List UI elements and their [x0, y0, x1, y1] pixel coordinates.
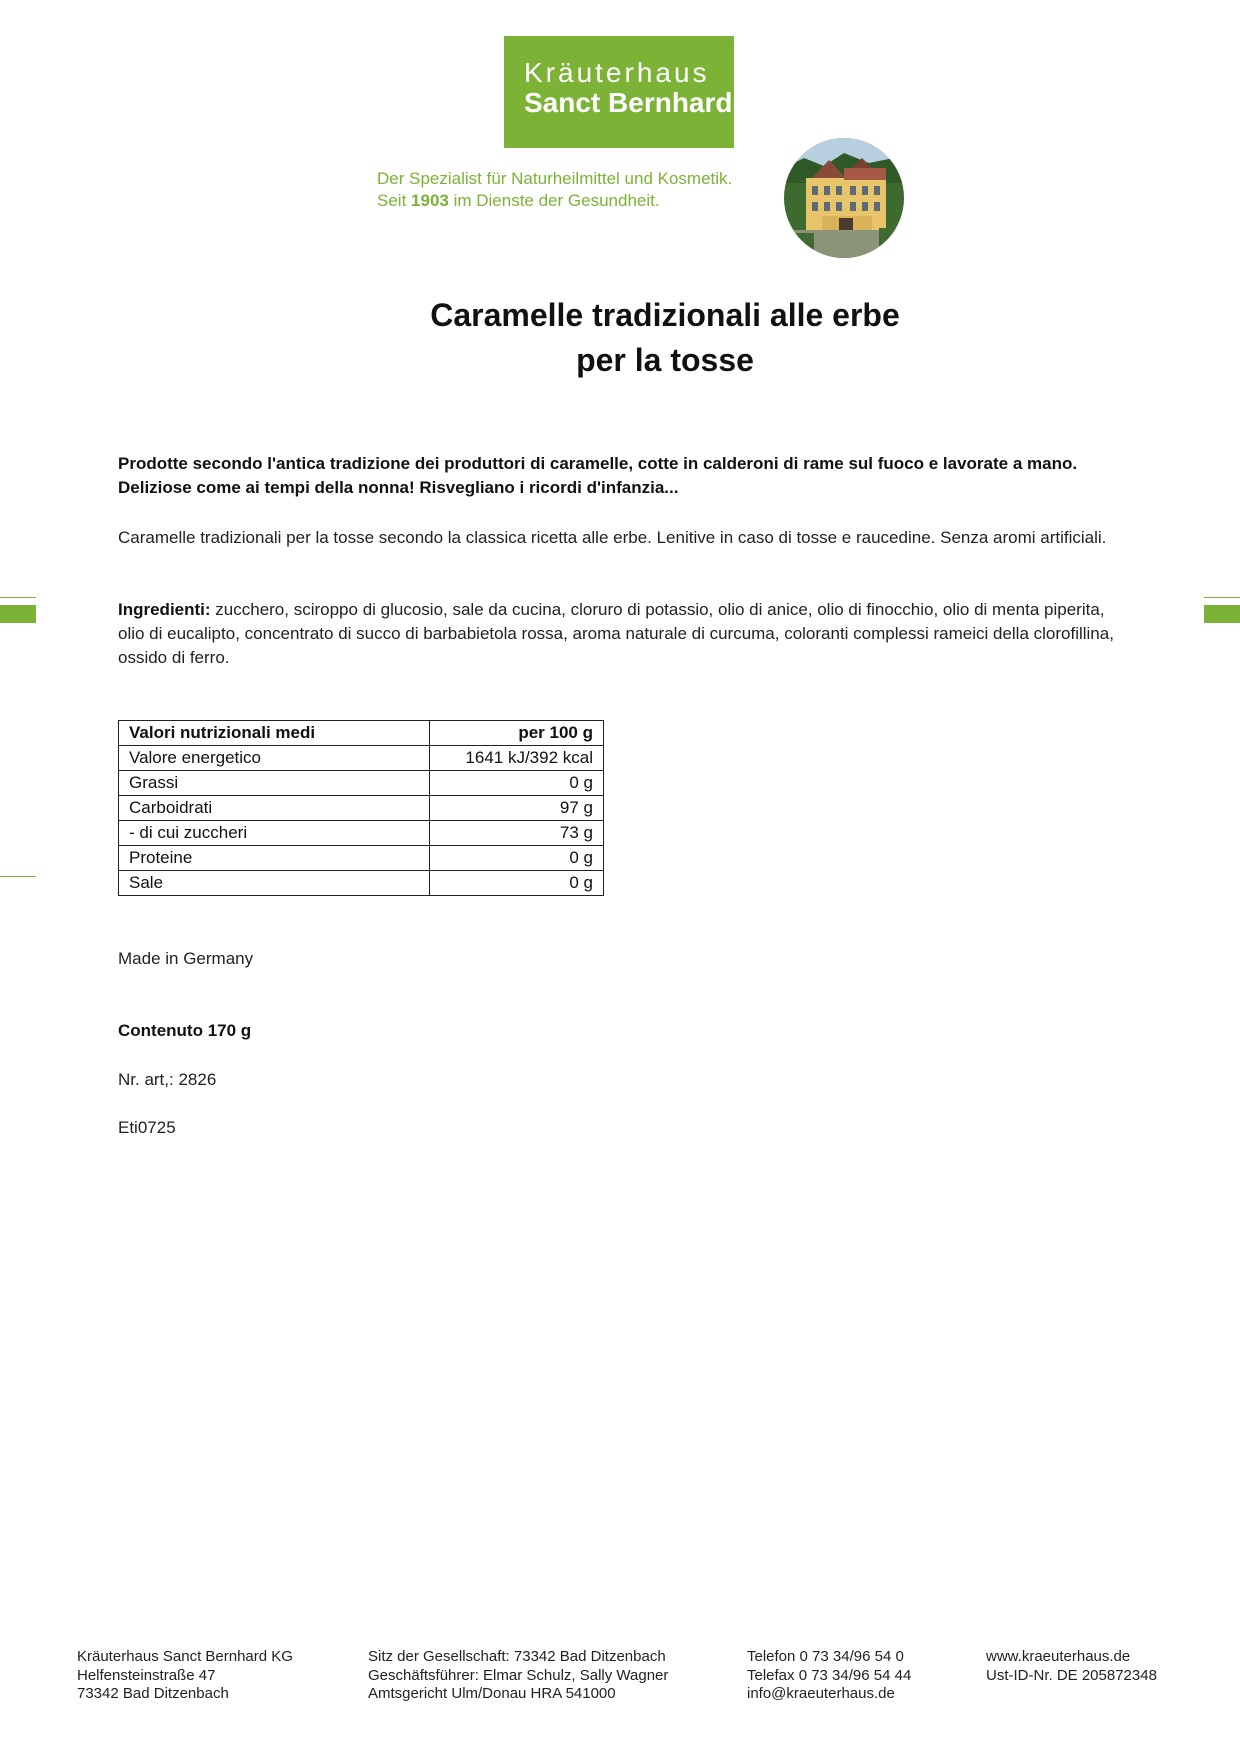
nutrition-header-label: Valori nutrizionali medi [119, 721, 430, 746]
brand-name-line2: Sanct Bernhard [524, 87, 733, 118]
nutrient-value: 0 g [430, 871, 604, 896]
nutrient-value: 97 g [430, 796, 604, 821]
tagline-year: 1903 [411, 191, 449, 210]
product-title [0, 293, 1240, 383]
intro-line2: Deliziose come ai tempi della nonna! Risvegliano i ricordi d'infanzia... [118, 478, 679, 497]
building-photo [784, 138, 904, 258]
footer-website: www.kraeuterhaus.de [986, 1648, 1131, 1665]
contents-text: Contenuto 170 g [118, 1021, 252, 1040]
nutrition-table [118, 720, 604, 896]
fold-mark-left-line [0, 597, 36, 598]
intro-line1: Prodotte secondo l'antica tradizione dei produttori di caramelle, cotte in calderoni di rame sul fuoco e lavorate a mano. [118, 454, 1078, 473]
footer-company-name: Kräuterhaus Sanct Bernhard KG [77, 1648, 293, 1665]
brand-logo [504, 36, 734, 148]
fold-mark-left-lower [0, 876, 36, 877]
fold-mark-right [1204, 605, 1240, 623]
table-row [119, 771, 604, 796]
nutrient-value: 73 g [430, 821, 604, 846]
table-row [119, 846, 604, 871]
origin-text: Made in Germany [118, 949, 254, 968]
tagline-line2 [377, 190, 732, 212]
ingredients-paragraph [118, 598, 1118, 670]
footer-vat-id: Ust-ID-Nr. DE 205872348 [986, 1666, 1157, 1684]
description-paragraph: Caramelle tradizionali per la tosse secondo la classica ricetta alle erbe. Lenitive in caso di tosse e raucedine. Senza aromi artificiali. [118, 528, 1107, 547]
footer-legal [368, 1648, 668, 1704]
footer-contact [747, 1648, 911, 1704]
label-code: Eti0725 [118, 1118, 176, 1137]
footer-web [986, 1648, 1157, 1685]
footer-phone: Telefon 0 73 34/96 54 0 [747, 1648, 904, 1665]
tagline-prefix: Seit [377, 191, 412, 210]
nutrition-header-row [119, 721, 604, 746]
footer-city: 73342 Bad Ditzenbach [77, 1685, 229, 1702]
nutrient-value: 1641 kJ/392 kcal [430, 746, 604, 771]
product-title-line1: Caramelle tradizionali alle erbe [430, 297, 900, 333]
table-row [119, 871, 604, 896]
nutrient-name: Valore energetico [119, 746, 430, 771]
nutrient-name: - di cui zuccheri [119, 821, 430, 846]
intro-paragraph [118, 452, 1118, 500]
nutrient-value: 0 g [430, 771, 604, 796]
fold-mark-right-line [1204, 597, 1240, 598]
product-title-line2: per la tosse [576, 342, 754, 378]
nutrient-value: 0 g [430, 846, 604, 871]
nutrient-name: Proteine [119, 846, 430, 871]
nutrient-name: Grassi [119, 771, 430, 796]
footer-fax: Telefax 0 73 34/96 54 44 [747, 1666, 912, 1684]
tagline-line1: Der Spezialist für Naturheilmittel und Kosmetik. [377, 169, 733, 188]
ingredients-label: Ingredienti: [118, 600, 211, 619]
footer-company [77, 1648, 293, 1704]
article-number: Nr. art,: 2826 [118, 1070, 217, 1089]
table-row [119, 746, 604, 771]
nutrient-name: Carboidrati [119, 796, 430, 821]
footer-managers: Geschäftsführer: Elmar Schulz, Sally Wagner [368, 1666, 669, 1684]
tagline-suffix: im Dienste der Gesundheit. [448, 191, 660, 210]
footer-court: Amtsgericht Ulm/Donau HRA 541000 [368, 1685, 616, 1702]
nutrition-header-unit: per 100 g [430, 721, 604, 746]
footer-email: info@kraeuterhaus.de [747, 1685, 895, 1702]
table-row [119, 796, 604, 821]
brand-name-line1: Kräuterhaus [524, 57, 710, 88]
footer-street: Helfensteinstraße 47 [77, 1666, 216, 1684]
tagline [377, 168, 732, 212]
footer-seat: Sitz der Gesellschaft: 73342 Bad Ditzenbach [368, 1648, 666, 1665]
table-row [119, 821, 604, 846]
ingredients-text: zucchero, sciroppo di glucosio, sale da cucina, cloruro di potassio, olio di anice, olio di finocchio, olio di menta piperita, olio di eucalipto, concentrato di succo di barbabietola rossa, aroma naturale di curcuma, coloranti complessi rameici della clorofillina, ossido di ferro. [118, 600, 1114, 667]
fold-mark-left [0, 605, 36, 623]
nutrient-name: Sale [119, 871, 430, 896]
